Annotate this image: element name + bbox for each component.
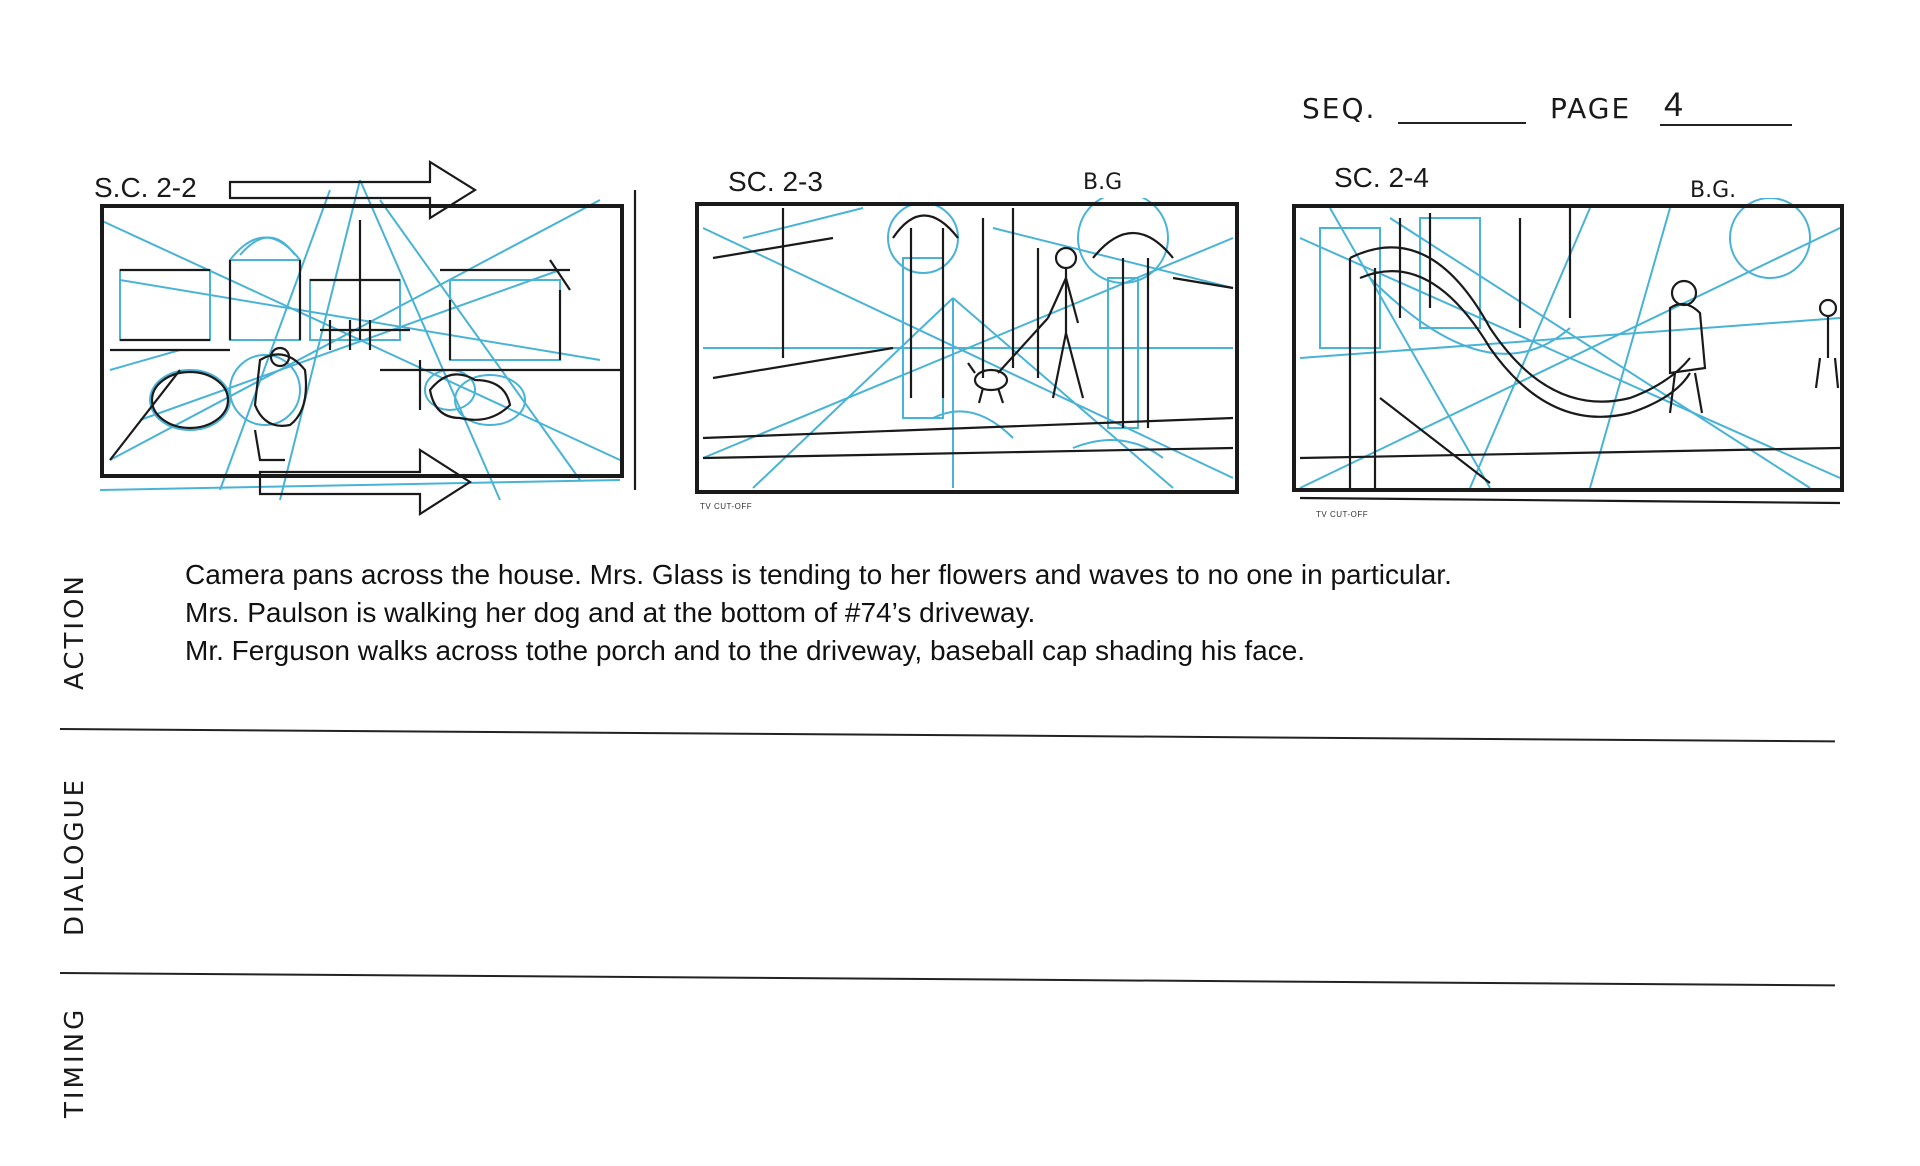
dialogue-divider: [60, 972, 1835, 986]
scene-label-2-2: S.C. 2-2: [94, 172, 197, 203]
timing-section-label: TIMING: [60, 1006, 90, 1118]
scene-label-2-3: SC. 2-3: [728, 166, 823, 197]
page-value: 4: [1664, 86, 1683, 124]
action-section-label: ACTION: [60, 573, 90, 690]
page-label: PAGE: [1550, 92, 1632, 125]
action-line: Mrs. Paulson is walking her dog and at the bottom of #74’s driveway.: [185, 597, 1036, 628]
storyboard-panel-2-3: [693, 198, 1243, 498]
action-text: [185, 556, 1452, 670]
scene-label-2-4: SC. 2-4: [1334, 162, 1429, 193]
action-line: Camera pans across the house. Mrs. Glass is tending to her flowers and waves to no one in particular.: [185, 559, 1452, 590]
storyboard-panel-2-4: [1290, 198, 1850, 508]
action-divider: [60, 728, 1835, 742]
tv-cutoff-2-4: TV CUT-OFF: [1316, 510, 1369, 519]
tv-cutoff-2-3: TV CUT-OFF: [700, 502, 753, 511]
storyboard-panel-2-2: [80, 160, 640, 520]
bg-label-2-3: B.G: [1083, 170, 1123, 195]
seq-label: SEQ.: [1302, 92, 1377, 125]
seq-underline: [1398, 122, 1526, 124]
dialogue-area: [185, 760, 1785, 960]
timing-area: [185, 1000, 1785, 1140]
dialogue-section-label: DIALOGUE: [60, 776, 90, 936]
action-line: Mr. Ferguson walks across tothe porch and to the driveway, baseball cap shading his face.: [185, 635, 1306, 666]
page-underline: [1660, 124, 1792, 126]
bg-label-2-4: B.G.: [1690, 178, 1737, 203]
